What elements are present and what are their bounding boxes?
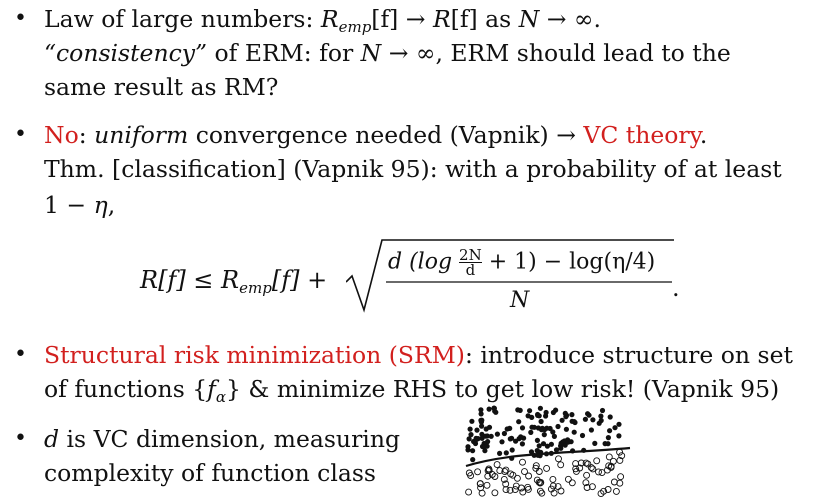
filled-point	[535, 413, 540, 418]
filled-point	[465, 444, 470, 449]
open-point	[556, 456, 562, 462]
filled-point	[589, 427, 594, 432]
filled-point	[606, 435, 611, 440]
filled-point	[566, 440, 571, 445]
classification-scatter-illustration	[462, 404, 632, 498]
filled-point	[543, 413, 548, 418]
filled-point	[483, 434, 488, 439]
filled-point	[478, 418, 483, 423]
bullet-1-line-2: “consistency” of ERM: for N → ∞, ERM should lead to the	[44, 39, 731, 67]
open-point	[520, 459, 526, 465]
filled-point	[468, 432, 473, 437]
filled-point	[497, 451, 502, 456]
open-point	[610, 458, 616, 464]
filled-point	[527, 408, 532, 413]
open-point	[484, 482, 490, 488]
bullet-2-line-3: 1 − η,	[44, 191, 116, 219]
filled-point	[598, 414, 603, 419]
open-point	[466, 489, 472, 495]
open-point	[477, 481, 483, 487]
filled-point	[616, 422, 621, 427]
filled-point	[492, 406, 497, 411]
filled-point	[586, 413, 591, 418]
open-point	[520, 489, 526, 495]
filled-point	[489, 434, 494, 439]
filled-point	[520, 425, 525, 430]
open-point	[617, 480, 623, 486]
filled-point	[592, 441, 597, 446]
open-point	[539, 490, 545, 496]
filled-point	[545, 444, 550, 449]
filled-point	[516, 419, 521, 424]
filled-point	[499, 439, 504, 444]
bullet-3-line-1: Structural risk minimization (SRM): introduce structure on set	[44, 341, 793, 369]
bullet-3-line-2: of functions $\{f_\alpha\}$ & minimize RHS to get low risk! (Vapnik 95)	[44, 375, 780, 406]
filled-point	[505, 426, 510, 431]
filled-point	[518, 434, 523, 439]
filled-point	[528, 430, 533, 435]
filled-point	[539, 427, 544, 432]
filled-point	[520, 441, 525, 446]
filled-point	[474, 428, 479, 433]
open-point	[544, 465, 550, 471]
bullet-2-line-2: Thm. [classification] (Vapnik 95): with a probability of at least	[44, 155, 782, 183]
open-point	[503, 487, 509, 493]
filled-point	[548, 426, 553, 431]
open-point	[494, 462, 500, 468]
filled-point	[504, 450, 509, 455]
open-point	[536, 469, 542, 475]
filled-point	[564, 427, 569, 432]
bullet-1-line-1: Law of large numbers: $R_{emp}[f] \to R[f]$ as N → ∞.	[44, 5, 601, 36]
filled-point	[558, 446, 563, 451]
open-point	[558, 462, 564, 468]
bullet-1-line-3: same result as RM?	[44, 73, 279, 101]
open-point	[584, 472, 590, 478]
bullet-4-line-2: complexity of function class	[44, 459, 376, 487]
inner-fraction: $\frac{2N}{d}$	[459, 246, 482, 279]
open-point	[588, 465, 594, 471]
filled-point	[468, 427, 473, 432]
filled-point	[480, 444, 485, 449]
filled-point	[590, 417, 595, 422]
open-point	[479, 490, 485, 496]
filled-point	[572, 420, 577, 425]
open-point	[558, 488, 564, 494]
filled-point	[513, 439, 518, 444]
filled-point	[535, 438, 540, 443]
filled-point	[551, 410, 556, 415]
filled-point	[603, 441, 608, 446]
filled-point	[542, 432, 547, 437]
filled-point	[572, 430, 577, 435]
filled-point	[470, 448, 475, 453]
filled-point	[502, 431, 507, 436]
filled-point	[510, 447, 515, 452]
filled-point	[607, 428, 612, 433]
open-point	[492, 490, 498, 496]
filled-point	[479, 411, 484, 416]
filled-point	[469, 419, 474, 424]
open-point	[503, 467, 509, 473]
open-point	[565, 476, 571, 482]
filled-point	[597, 421, 602, 426]
bullet-1-symbol: •	[14, 6, 27, 31]
open-point	[618, 474, 624, 480]
filled-point	[569, 412, 574, 417]
filled-point	[495, 432, 500, 437]
decision-boundary	[466, 448, 630, 466]
open-point	[475, 469, 481, 475]
open-point	[550, 476, 556, 482]
filled-point	[526, 413, 531, 418]
filled-point	[539, 419, 544, 424]
filled-point	[474, 436, 479, 441]
filled-point	[538, 406, 543, 411]
filled-point	[532, 425, 537, 430]
filled-point	[583, 417, 588, 422]
filled-point	[487, 425, 492, 430]
bullet-4-symbol: •	[14, 426, 27, 451]
filled-point	[616, 433, 621, 438]
formula-lhs: $R[f] \le R_{emp}[f]$ +	[140, 266, 328, 297]
bullet-3-symbol: •	[14, 342, 27, 367]
filled-point	[612, 425, 617, 430]
open-point	[590, 466, 596, 472]
filled-point	[555, 424, 560, 429]
bullet-2-line-1: No: uniform convergence needed (Vapnik) → VC theory.	[44, 121, 708, 149]
formula-numerator: d (log $\frac{2N}{d}$ + 1) − log(η/4)	[388, 246, 656, 279]
filled-point	[470, 457, 475, 462]
open-point	[569, 480, 575, 486]
open-point	[526, 473, 532, 479]
open-point	[599, 470, 605, 476]
filled-point	[479, 424, 484, 429]
formula-denominator: N	[510, 288, 530, 313]
open-point	[613, 488, 619, 494]
filled-point	[608, 414, 613, 419]
open-point	[513, 483, 519, 489]
formula-end: .	[672, 274, 680, 302]
filled-point	[487, 407, 492, 412]
filled-point	[600, 408, 605, 413]
open-point	[537, 488, 543, 494]
open-point	[514, 475, 520, 481]
filled-point	[580, 433, 585, 438]
open-point	[594, 458, 600, 464]
open-point	[525, 484, 531, 490]
filled-point	[560, 418, 565, 423]
filled-point	[563, 411, 568, 416]
filled-point	[518, 408, 523, 413]
bullet-4-line-1: d is VC dimension, measuring	[44, 425, 400, 453]
vc-bound-formula	[140, 236, 700, 316]
bullet-2-symbol: •	[14, 122, 27, 147]
